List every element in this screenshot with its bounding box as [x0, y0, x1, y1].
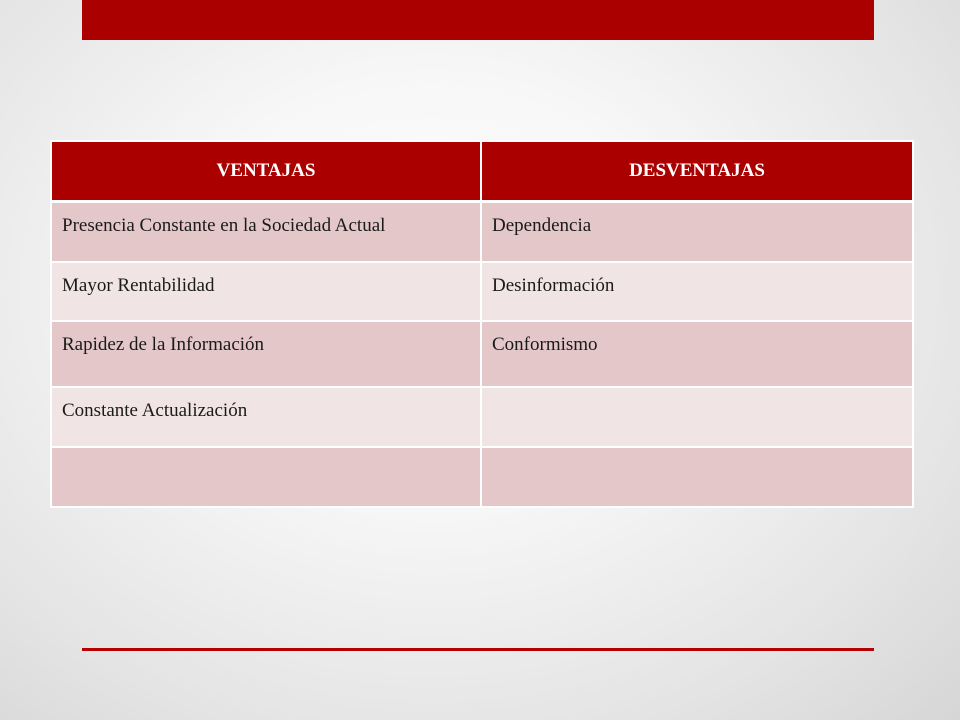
table-header-row: [51, 141, 913, 201]
table-row: [51, 447, 913, 507]
top-accent-bar: [82, 0, 874, 40]
header-ventajas: VENTAJAS: [51, 141, 481, 201]
table-cell-ventaja: Constante Actualización: [51, 387, 481, 447]
table-cell-ventaja: [51, 447, 481, 507]
bottom-divider-line: [82, 648, 874, 651]
table-cell-ventaja: Presencia Constante en la Sociedad Actual: [51, 201, 481, 262]
header-desventajas: DESVENTAJAS: [481, 141, 913, 201]
table-cell-ventaja: Rapidez de la Información: [51, 321, 481, 387]
table-cell-desventaja: Dependencia: [481, 201, 913, 262]
table-row: [51, 201, 913, 262]
table-cell-desventaja: Desinformación: [481, 262, 913, 321]
advantages-disadvantages-table: [50, 140, 914, 508]
table-row: [51, 321, 913, 387]
table-cell-desventaja: [481, 387, 913, 447]
table-cell-desventaja: Conformismo: [481, 321, 913, 387]
table-cell-ventaja: Mayor Rentabilidad: [51, 262, 481, 321]
table-row: [51, 387, 913, 447]
table-row: [51, 262, 913, 321]
table-cell-desventaja: [481, 447, 913, 507]
